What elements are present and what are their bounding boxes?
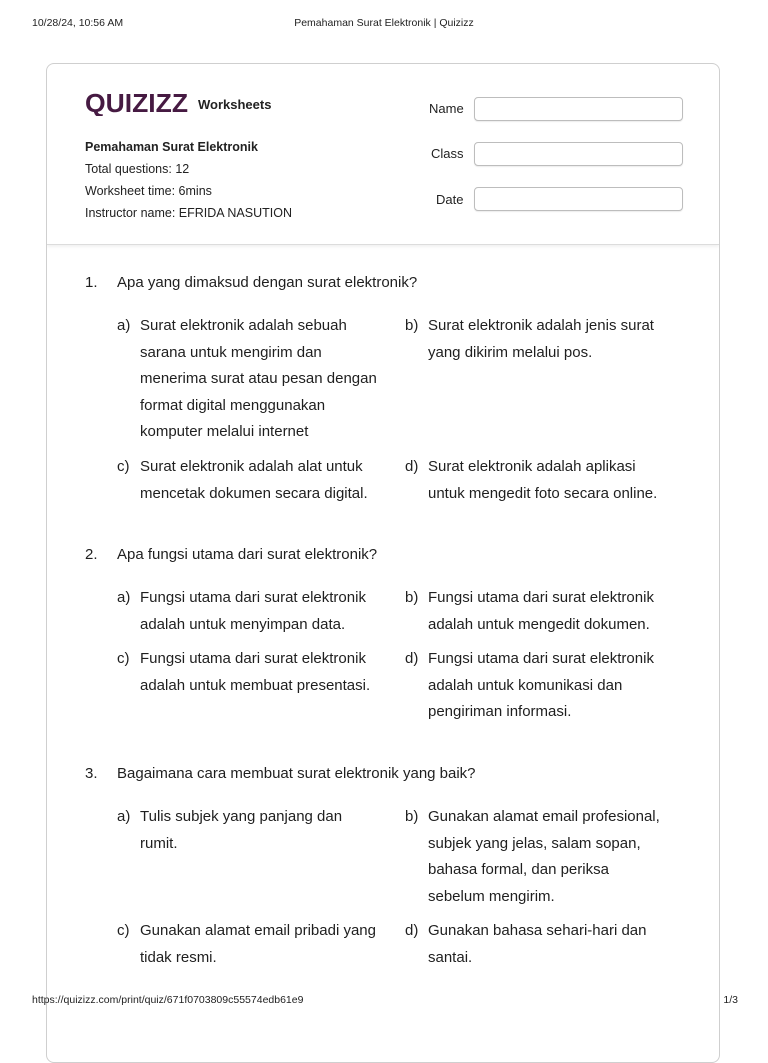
option-line: adalah untuk menyimpan data.	[140, 615, 346, 633]
option-line: Fungsi utama dari surat elektronik	[428, 650, 654, 667]
option-line: Tulis subjek yang panjang dan	[140, 808, 343, 825]
option-line: mencetak dokumen secara digital.	[140, 484, 368, 502]
option-line: Fungsi utama dari surat elektronik	[428, 589, 654, 606]
option-line: Surat elektronik adalah sebuah	[140, 317, 347, 334]
worksheet-header	[47, 64, 719, 245]
brand	[85, 90, 271, 116]
option-letter: a)	[117, 317, 131, 334]
option-text	[428, 918, 646, 971]
option-letter: c)	[117, 650, 130, 667]
svg-text:QUIZIZZ: QUIZIZZ	[85, 90, 189, 116]
option-line: Surat elektronik adalah aplikasi	[428, 458, 636, 475]
option-letter: c)	[117, 922, 130, 939]
question-text: Apa fungsi utama dari surat elektronik?	[117, 546, 378, 563]
worksheet-title: Pemahaman Surat Elektronik	[85, 140, 258, 154]
option-letter: c)	[117, 458, 130, 475]
option-letter: b)	[405, 589, 419, 606]
option-line: format digital menggunakan	[140, 396, 326, 414]
option-line: Fungsi utama dari surat elektronik	[140, 650, 366, 667]
option-line: subjek yang jelas, salam sopan,	[428, 834, 641, 852]
option-line: Gunakan bahasa sehari-hari dan	[428, 922, 647, 939]
name-field[interactable]	[474, 97, 683, 121]
print-page-number: 1/3	[723, 994, 738, 1006]
option-line: Gunakan alamat email profesional,	[428, 808, 660, 825]
option-text	[140, 918, 376, 971]
question-number: 1.	[85, 274, 98, 291]
class-field[interactable]	[474, 142, 683, 166]
option-line: rumit.	[140, 834, 178, 852]
option-line: yang dikirim melalui pos.	[428, 343, 593, 361]
worksheet-card	[46, 63, 720, 1063]
option-letter: b)	[405, 317, 419, 334]
brand-subtitle: Worksheets	[198, 96, 272, 112]
print-url: https://quizizz.com/print/quiz/671f0703809c55574edb61e9	[32, 994, 304, 1006]
option-line: adalah untuk mengedit dokumen.	[428, 615, 650, 633]
print-datetime: 10/28/24, 10:56 AM	[32, 17, 124, 29]
option-text	[428, 313, 654, 366]
option-text	[140, 454, 368, 507]
question-number: 3.	[85, 765, 98, 782]
print-page-title: Pemahaman Surat Elektronik | Quizizz	[294, 17, 474, 29]
option-text	[140, 585, 366, 638]
option-text	[140, 646, 370, 699]
option-text	[428, 646, 654, 726]
option-letter: d)	[405, 922, 419, 939]
option-line: komputer melalui internet	[140, 423, 309, 440]
option-letter: a)	[117, 808, 131, 825]
option-line: sebelum mengirim.	[428, 887, 555, 905]
option-letter: d)	[405, 650, 419, 667]
option-line: santai.	[428, 948, 473, 966]
option-text	[140, 313, 377, 446]
quizizz-logo	[85, 90, 189, 116]
option-text	[428, 585, 654, 638]
option-line: Surat elektronik adalah jenis surat	[428, 317, 654, 334]
option-line: menerima surat atau pesan dengan	[140, 370, 377, 387]
worksheet-time: Worksheet time: 6mins	[85, 184, 212, 198]
worksheet-meta	[85, 136, 292, 224]
option-line: untuk mengedit foto secara online.	[428, 484, 658, 502]
total-questions: Total questions: 12	[85, 162, 190, 176]
question-number: 2.	[85, 546, 98, 563]
option-letter: a)	[117, 589, 131, 606]
question-text: Apa yang dimaksud dengan surat elektronik?	[117, 274, 418, 291]
option-line: sarana untuk mengirim dan	[140, 343, 322, 361]
option-letter: b)	[405, 808, 419, 825]
option-line: pengiriman informasi.	[428, 703, 572, 720]
option-text	[428, 804, 660, 910]
date-label: Date	[436, 192, 464, 207]
option-line: adalah untuk komunikasi dan	[428, 676, 623, 694]
option-letter: d)	[405, 458, 419, 475]
name-label: Name	[429, 101, 464, 116]
class-label: Class	[431, 146, 464, 161]
option-line: Surat elektronik adalah alat untuk	[140, 458, 363, 475]
instructor-name: Instructor name: EFRIDA NASUTION	[85, 206, 292, 220]
option-line: bahasa formal, dan periksa	[428, 861, 609, 878]
option-line: Fungsi utama dari surat elektronik	[140, 589, 366, 606]
option-text	[428, 454, 657, 507]
question-text: Bagaimana cara membuat surat elektronik yang baik?	[117, 765, 476, 782]
date-field[interactable]	[474, 187, 683, 211]
option-line: adalah untuk membuat presentasi.	[140, 676, 371, 694]
option-text	[140, 804, 342, 857]
option-line: Gunakan alamat email pribadi yang	[140, 922, 376, 939]
option-line: tidak resmi.	[140, 948, 217, 966]
